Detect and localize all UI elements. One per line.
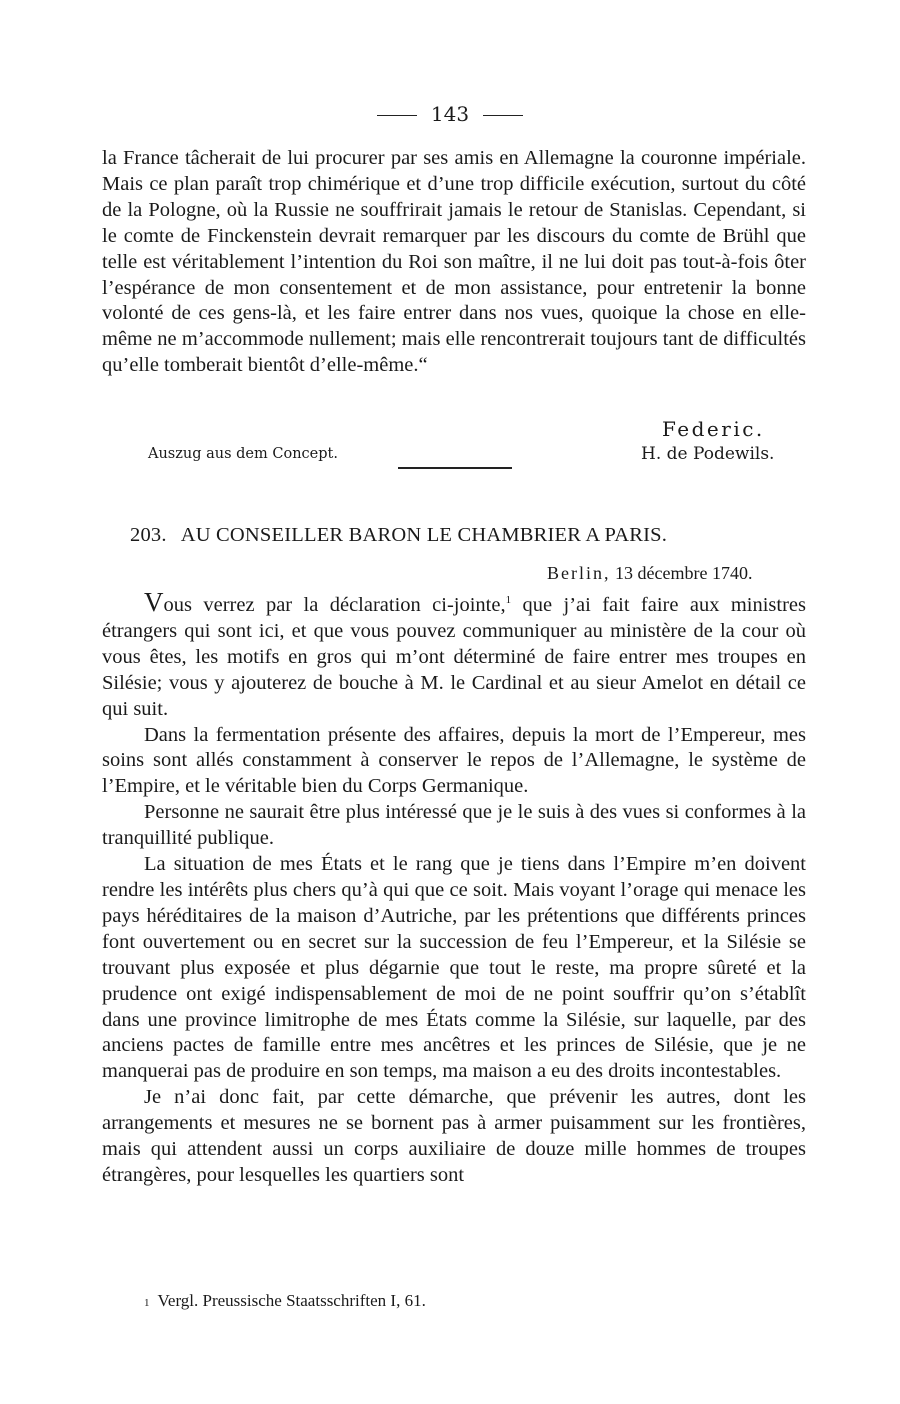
footnote-text: Vergl. Preussische Staatsschriften I, 61. (157, 1291, 426, 1310)
letter-paragraph: Je n’ai donc fait, par cette démarche, que prévenir les autres, dont les arrangements et mesures ne se bornent pas à armer puisamment sur les frontières, mais qui attendent aussi un corps auxiliaire de douze mille hommes de troupes étrangères, pour lesquelles les quartiers sont (102, 1086, 806, 1186)
dateline-date: 13 décembre 1740. (615, 563, 753, 583)
continued-paragraph-text: la France tâcherait de lui procurer par ses amis en Allemagne la couronne impériale. Mais ce plan paraît trop chimérique et d’une trop difficile exécution, surtout du côté de la Pologne, où la Russie ne souffrirait jamais le retour de Stanislas. Cependant, si le comte de Finckenstein devrait remarquer par les discours du comte de Brühl que telle est véritablement l’intention du Roi son maître, il ne lui doit pas tout-à-fois ôter l’espérance de mon consentement et de mon assistance, pour entretenir la bonne volonté de ces gens-là, et les faire entrer dans nos vues, quoique la chose en elle-même ne m’accommode nullement; mais elle rencontrerait toujours tant de difficultés qu’elle tomberait bientôt d’elle-même.“ (102, 147, 806, 377)
letter-paragraph: Dans la fermentation présente des affaires, depuis la mort de l’Empereur, mes soins sont allés constamment à conserver le repos de l’Allemagne, le système de l’Empire, et le véritable bien du Corps Germanique. (102, 723, 806, 798)
footnote-mark: 1 (144, 1297, 150, 1309)
letter-paragraph: Personne ne saurait être plus intéressé que je le suis à des vues si conformes à la tranquillité publique. (102, 801, 806, 850)
header-dash-left (377, 115, 417, 116)
signature: Federic. (662, 417, 765, 441)
letter-number: 203. (130, 524, 167, 546)
letter-paragraph-text: que j’ai fait faire aux ministres étrangers qui sont ici, et que vous pouvez communiquer au ministère de la cour où vous êtes, les motifs en gros qui m’ont déterminé de faire entrer mes troupes en Silésie; vous y ajouterez de bouche à M. le Cardinal et au sieur Amelot en détail ce qui suit. (102, 594, 807, 720)
page-number: 143 (430, 102, 470, 126)
letter-paragraph: La situation de mes États et le rang que je tiens dans l’Empire m’en doivent rendre les intérêts plus chers qu’à qui que ce soit. Mais voyant l’orage qui menace les pays héréditaires de la maison d’Autriche, par les prétentions que différents princes font ouvertement ou en secret sur la succession de feu l’Empereur, et la Silésie se trouvant plus exposée et plus dégarnie que tout le reste, ma propre sûreté et la prudence ont exigé indispensablement de moi de ne point souffrir qu’on s’établît dans une province limitrophe de mes États comme la Silésie, sur laquelle, par des anciens pactes de famille entre mes ancêtres et les princes de Silésie, que je ne manquerai pas de produire en son temps, ma maison a eu des droits incontestables. (102, 853, 806, 1083)
header-dash-right (483, 115, 523, 116)
dateline (547, 563, 752, 584)
footnote (144, 1291, 426, 1311)
source-note: Auszug aus dem Concept. (148, 446, 338, 462)
page-header (0, 100, 900, 128)
continued-paragraph (102, 146, 806, 379)
dateline-place: Berlin, (547, 563, 611, 583)
letter-paragraph (102, 589, 806, 723)
section-separator (398, 467, 512, 469)
footnote-reference: 1 (505, 594, 512, 607)
drop-capital: V (144, 587, 164, 617)
letter-body (102, 589, 806, 1189)
letter-title: AU CONSEILLER BARON LE CHAMBRIER A PARIS. (180, 524, 668, 546)
letter-heading (130, 524, 667, 547)
letter-paragraph-text: ous verrez par la déclaration ci-jointe, (163, 594, 506, 616)
countersignature: H. de Podewils. (641, 444, 775, 464)
